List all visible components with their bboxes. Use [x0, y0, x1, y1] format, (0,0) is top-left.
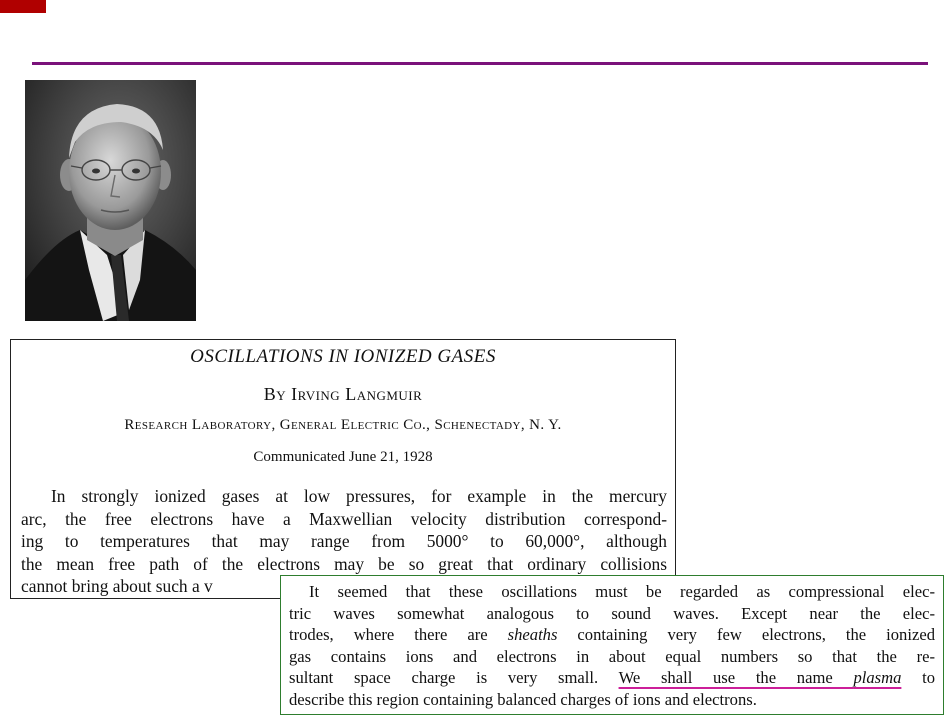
paper-body-line: In strongly ionized gases at low pressures, for example in the mercury: [51, 486, 667, 506]
paper-communicated-date: Communicated June 21, 1928: [253, 449, 433, 465]
plasma-term: plasma: [853, 668, 902, 688]
quote-line: It seemed that these oscillations must be regarded as compressional elec-: [309, 582, 935, 601]
paper-author: By Irving Langmuir: [263, 384, 423, 404]
corner-mark: [0, 0, 46, 13]
quote-text: We shall use the name: [618, 668, 854, 688]
paper-excerpt: [10, 339, 676, 599]
paper-body-line: ing to temperatures that may range from 5000° to 60,000°, although: [21, 531, 667, 552]
paper-body-line: the mean free path of the electrons may be so great that ordinary collisions: [21, 553, 667, 574]
paper-body-line: cannot bring about such a v: [21, 576, 213, 597]
quote-line: describe this region containing balanced charges of ions and electrons.: [289, 689, 757, 709]
paper-body-line: arc, the free electrons have a Maxwellian velocity distribution correspond-: [21, 508, 667, 529]
quote-line: gas contains ions and electrons in about equal numbers so that the re-: [289, 646, 935, 666]
quote-line: [289, 667, 935, 689]
quote-line: [289, 624, 935, 646]
quote-text: sultant space charge is very small.: [289, 668, 619, 688]
header-rule: [32, 62, 928, 65]
paper-affiliation: Research Laboratory, General Electric Co., Schenectady, N. Y.: [124, 417, 562, 433]
quote-line: tric waves somewhat analogous to sound waves. Except near the elec-: [289, 603, 935, 623]
sheaths-term: sheaths: [507, 625, 558, 645]
quote-text: containing very few electrons, the ionized: [557, 625, 935, 645]
portrait-photo: [25, 80, 196, 321]
quote-text: trodes, where there are: [289, 625, 508, 645]
plasma-quote-box: [280, 575, 944, 715]
plasma-definition-highlight: [619, 668, 902, 687]
paper-title: OSCILLATIONS IN IONIZED GASES: [190, 346, 496, 367]
quote-text: to: [901, 668, 935, 688]
